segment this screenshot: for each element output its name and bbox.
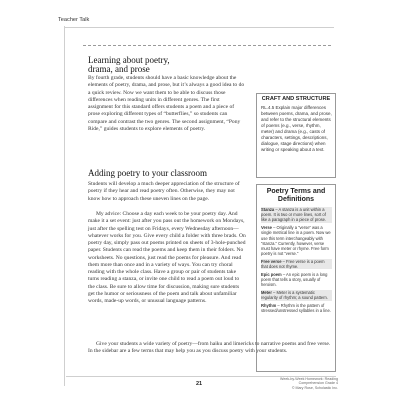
page-number: 21 <box>196 381 203 387</box>
term-item <box>261 225 332 256</box>
term-name: Free verse <box>261 259 282 265</box>
term-item <box>261 259 332 269</box>
term-definition: – A stanza is a unit within a poem. It is two or more lines, sort of like a paragraph in a piece of prose. <box>261 207 327 223</box>
craft-box-text: RL.4.5 Explain major differences between poems, drama, and prose, and refer to the structural elements of poems (e.g., verse, rhythm, meter) and drama (e.g., casts of characters, settings, descriptions, dialogue, stage directions) when writing or speaking about a text. <box>261 105 332 152</box>
section2-body-narrow <box>88 211 246 305</box>
term-item <box>261 272 332 288</box>
terms-list <box>261 207 332 316</box>
craft-box-title: CRAFT AND STRUCTURE <box>261 96 331 102</box>
terms-box-title <box>257 188 335 204</box>
terms-title-line2: Definitions <box>277 196 315 203</box>
term-name: Stanza <box>261 207 275 212</box>
footer-credit <box>258 377 338 390</box>
left-margin <box>0 0 58 400</box>
credit-line1: Week-by-Week Homework: Reading Comprehension Grade 4 <box>280 377 338 386</box>
term-name: Meter <box>261 290 272 296</box>
term-definition: – Originally a “verse” was a single metrical line in a poem. Now we use this term interchangeably with “stanza.” Currently, however, verse must have meter or rhyme. Free form poetry is not “verse.” <box>261 225 331 257</box>
section-tab-label: Teacher Talk <box>58 17 90 23</box>
term-item <box>261 290 332 300</box>
left-rule <box>64 26 65 386</box>
term-name: Epic poem <box>261 272 282 278</box>
section2-paragraph-2: My advice: Choose a day each week to be your poetry day. And make it a set event: just after you pass out the homework on Mondays, just after the spelling test on Fridays, every Wednesday afternoon—whatever works for you. Give every child a folder with three brads. On poetry day, simply pass out poems printed on sheets of 3-hole-punched paper. Students can read the poems and keep them in their folders. No worksheets. No questions, just read the poems for pleasure. And read them more than once and in a variety of ways. You can try choral reading with the whole class. Have a group or pair of students take turns reading a stanza, or invite one child to read a poem out loud to the class. Be sure to allow time for discussion, making sure students get the humor or seriousness of the poem and talk about unfamiliar words, made-up words, or unusual language patterns. <box>88 211 246 304</box>
section1-paragraph <box>88 75 246 133</box>
section2-paragraph-1: Students will develop a much deeper appreciation of the structure of poetry if they hear and read poetry often. Otherwise, they may not know how to approach these uneven lines on the page. <box>88 181 240 202</box>
term-definition: – An epic poem is a long poem that tells a story, usually of heroism. <box>261 272 328 288</box>
term-item <box>261 207 332 223</box>
term-definition: – Free verse is a poem that does not rhyme. <box>261 259 325 270</box>
term-name: Verse <box>261 225 272 231</box>
dashed-divider <box>83 45 331 46</box>
section2-closing <box>88 341 336 356</box>
section2-heading: Adding poetry to your classroom <box>88 168 207 178</box>
term-definition: – Rhythm is the pattern of stressed/unstressed syllables in a line. <box>261 303 331 314</box>
section2-paragraph-3: Give your students a wide variety of poetry—from haiku and limericks to narrative poems and free verse. In the sidebar are a few terms that may help you as you discuss poetry with your students. <box>88 341 331 355</box>
term-item <box>261 303 332 313</box>
craft-structure-box <box>256 93 336 178</box>
section2-intro <box>88 181 246 203</box>
section1-heading-line1: Learning about poetry, <box>88 55 170 65</box>
section1-paragraph-text: By fourth grade, students should have a basic knowledge about the elements of poetry, drama, and prose, but it’s always a good idea to do a quick review. Now we want them to be able to discuss those differences when reading units in different genres. The first assignment for this standard offers students a poem and a piece of prose exploring different types of “butterflies,” so students can compare and contrast the two genres. The second assignment, “Pony Ride,” guides students to explore elements of poetry. <box>88 75 245 132</box>
term-name: Rhythm <box>261 303 277 309</box>
section1-heading-line2: drama, and prose <box>88 64 150 74</box>
credit-line2: © Mary Rose, Scholastic Inc. <box>291 385 338 390</box>
term-definition: – Meter is a systematic regularity of rhythm; a sound pattern. <box>261 290 328 301</box>
terms-title-line1: Poetry Terms and <box>266 188 326 195</box>
